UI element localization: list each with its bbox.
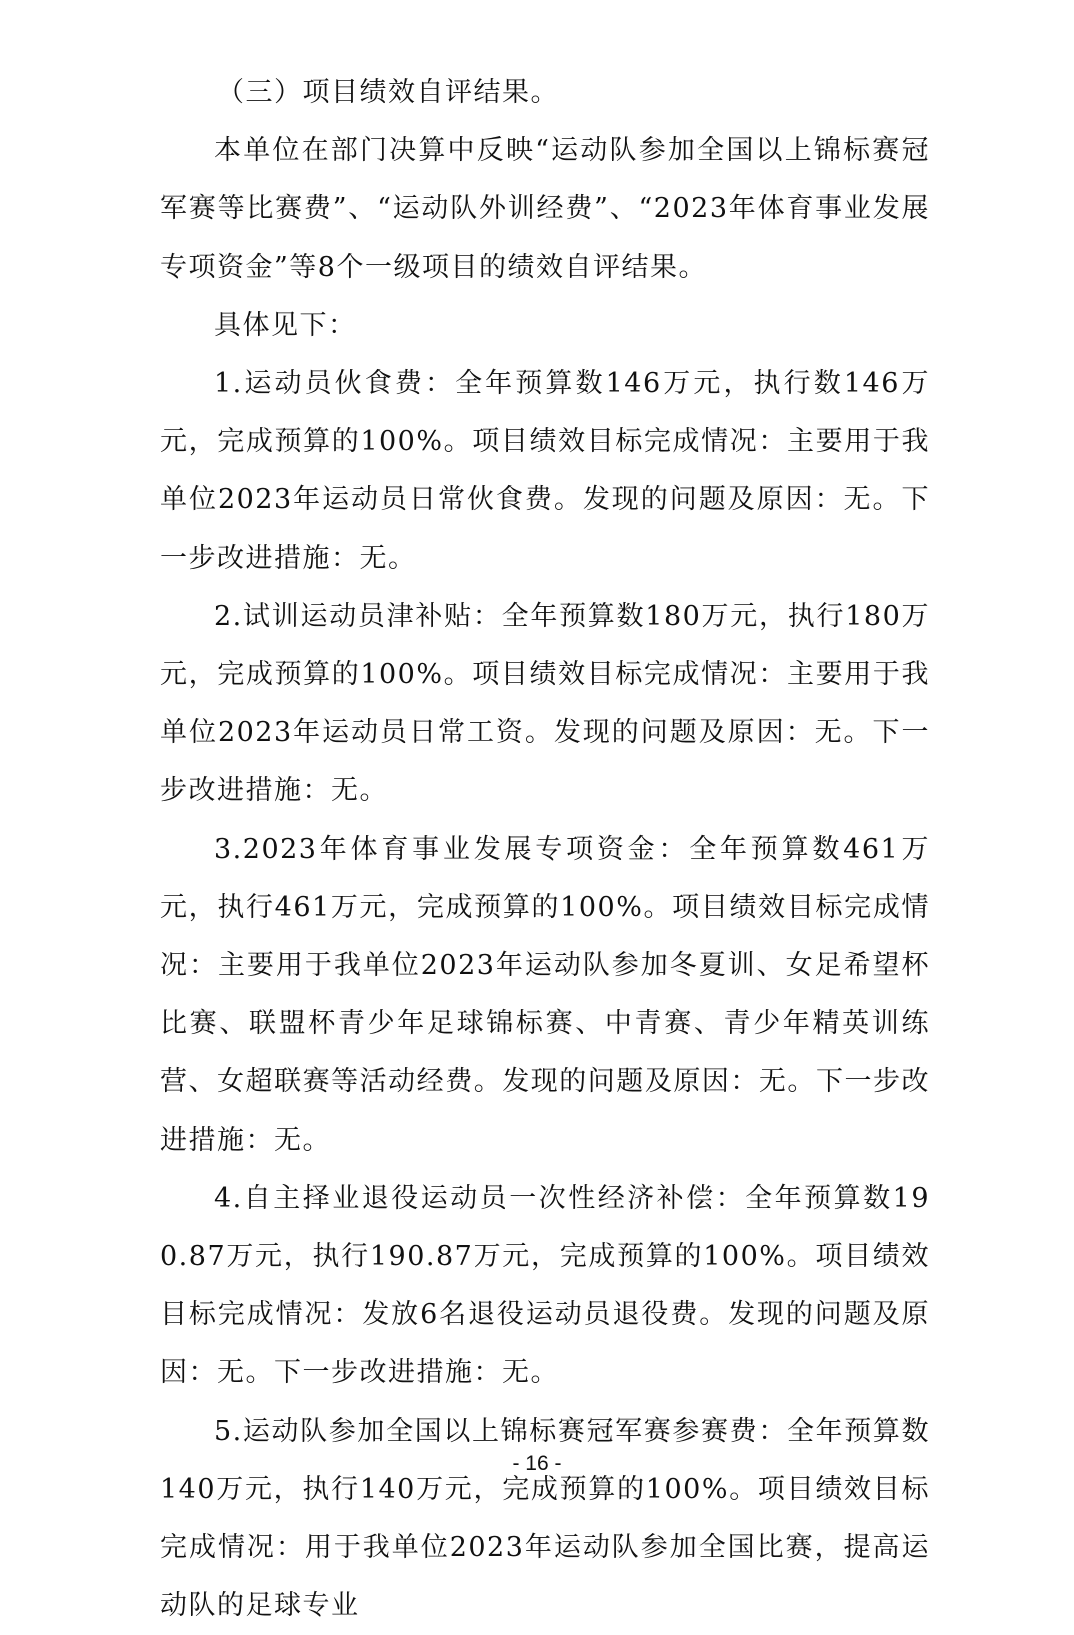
item-1-paragraph: 1.运动员伙食费：全年预算数146万元，执行数146万元，完成预算的100%。项目绩效目标完成情况：主要用于我单位2023年运动员日常伙食费。发现的问题及原因：无。下一步改进措施：无。 (160, 368, 930, 574)
item-3-paragraph: 3.2023年体育事业发展专项资金：全年预算数461万元，执行461万元，完成预算的100%。项目绩效目标完成情况：主要用于我单位2023年运动队参加冬夏训、女足希望杯比赛、联盟杯青少年足球锦标赛、中青赛、青少年精英训练营、女超联赛等活动经费。发现的问题及原因：无。下一步改进措施：无。 (160, 833, 930, 1156)
page-body (160, 64, 930, 1635)
item-2-paragraph: 2.试训运动员津补贴：全年预算数180万元，执行180万元，完成预算的100%。项目绩效目标完成情况：主要用于我单位2023年运动员日常工资。发现的问题及原因：无。下一步改进措施：无。 (160, 600, 930, 807)
item-5-paragraph: 5.运动队参加全国以上锦标赛冠军赛参赛费：全年预算数140万元，执行140万元，完成预算的100%。项目绩效目标完成情况：用于我单位2023年运动队参加全国比赛，提高运动队的足球专业 (160, 1415, 930, 1622)
see-below-paragraph: 具体见下： (214, 309, 357, 341)
item-4-paragraph: 4.自主择业退役运动员一次性经济补偿：全年预算数190.87万元，执行190.87万元，完成预算的100%。项目绩效目标完成情况：发放6名退役运动员退役费。发现的问题及原因：无。下一步改进措施：无。 (160, 1182, 930, 1389)
section-heading: （三）项目绩效自评结果。 (217, 77, 559, 108)
intro-paragraph: 本单位在部门决算中反映“运动队参加全国以上锦标赛冠军赛等比赛费”、“运动队外训经费”、“2023年体育事业发展专项资金”等8个一级项目的绩效自评结果。 (160, 135, 930, 283)
page-number: - 16 - (512, 1452, 562, 1475)
